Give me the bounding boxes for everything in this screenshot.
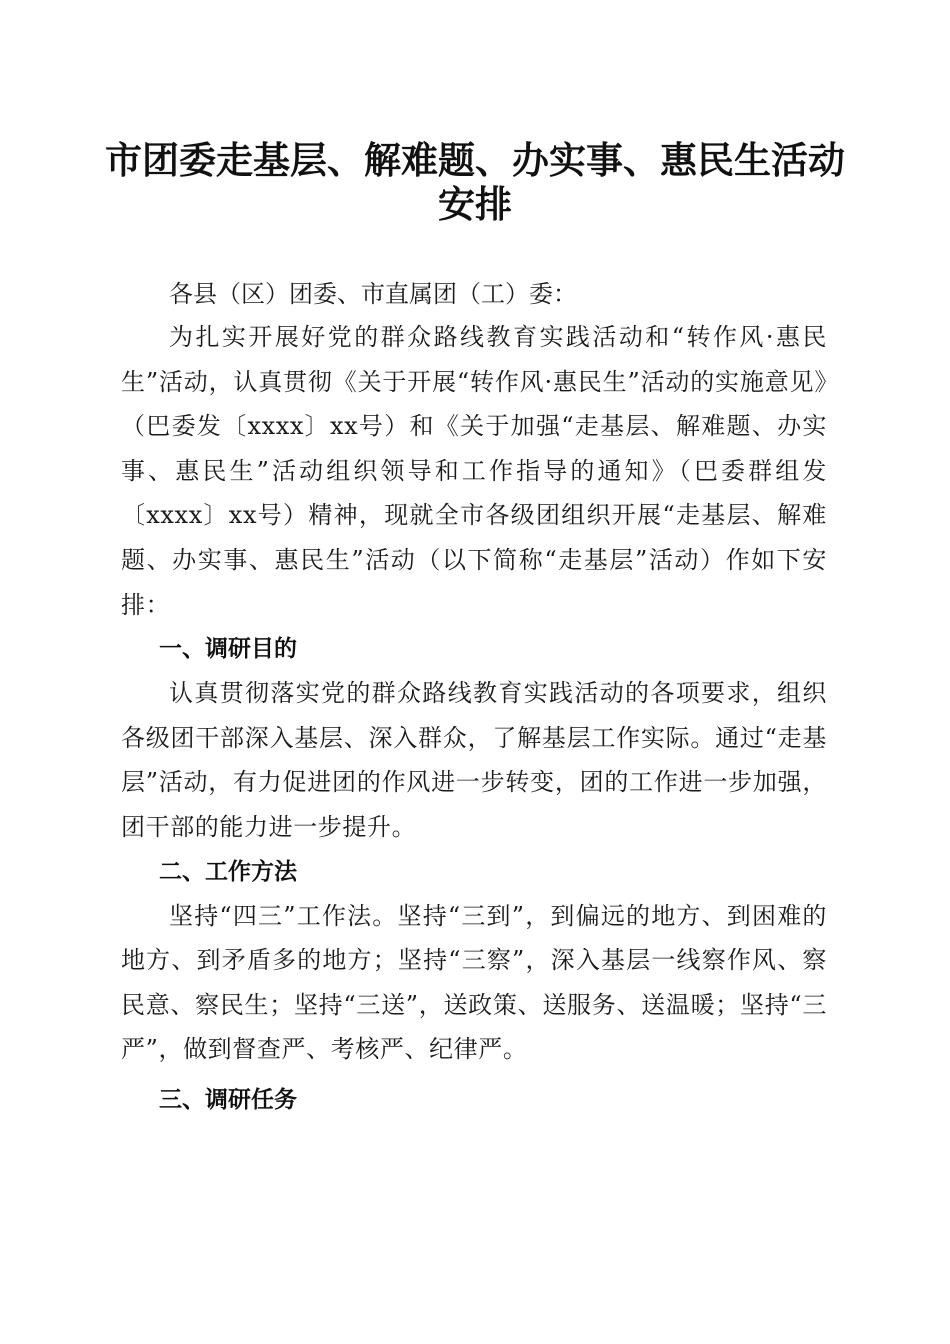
- section-heading-method: 二、工作方法: [159, 858, 297, 885]
- section-heading-tasks: 三、调研任务: [159, 1086, 297, 1113]
- section-body-method: 坚持“四三”工作法。坚持“三到”，到偏远的地方、到困难的地方、到矛盾多的地方；坚持“三察”，深入基层一线察作风、察民意、察民生；坚持“三送”，送政策、送服务、送温暖；坚持“三严”，做到督查严、考核严、纪律严。: [121, 901, 827, 1064]
- salutation: 各县（区）团委、市直属团（工）委：: [169, 280, 577, 308]
- document-body: [121, 273, 827, 1122]
- document-title-line-2: 安排: [438, 182, 512, 226]
- intro-paragraph: 为扎实开展好党的群众路线教育实践活动和“转作风·惠民生”活动，认真贯彻《关于开展“转作风·惠民生”活动的实施意见》（巴委发〔xxxx〕xx号）和《关于加强“走基层、解难题、办实事、惠民生”活动组织领导和工作指导的通知》（巴委群组发〔xxxx〕xx号）精神，现就全市各级团组织开展“走基层、解难题、办实事、惠民生”活动（以下简称“走基层”活动）作如下安排：: [121, 323, 827, 619]
- document-title-line-1: 市团委走基层、解难题、办实事、惠民生活动: [105, 138, 845, 182]
- section-body-purpose: 认真贯彻落实党的群众路线教育实践活动的各项要求，组织各级团干部深入基层、深入群众，了解基层工作实际。通过“走基层”活动，有力促进团的作风进一步转变，团的工作进一步加强，团干部的能力进一步提升。: [121, 679, 827, 841]
- section-heading-purpose: 一、调研目的: [159, 636, 297, 663]
